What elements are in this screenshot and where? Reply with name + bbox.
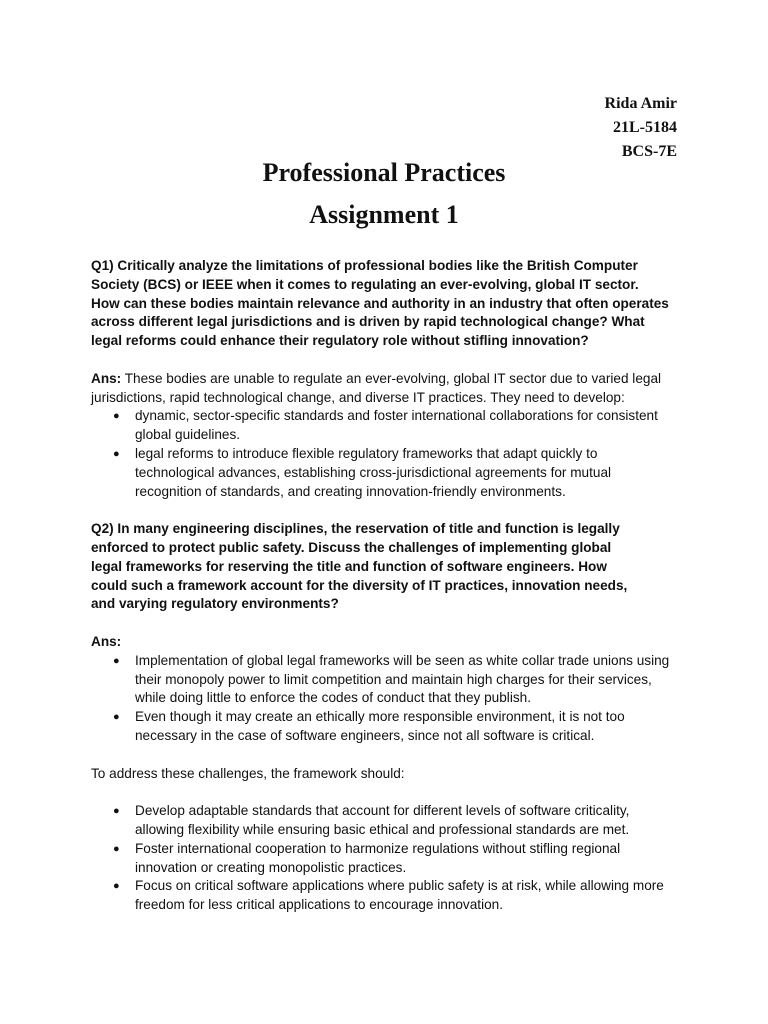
address-bullet-list: [91, 802, 691, 915]
list-item-line: technological advances, establishing cross-jurisdictional agreements for mutual: [135, 464, 612, 480]
list-item: [91, 445, 691, 501]
list-item-line: dynamic, sector-specific standards and foster international collaborations for consistent: [135, 408, 658, 424]
answer-1-line: jurisdictions, rapid technological change, and diverse IT practices. They need to develop:: [91, 389, 625, 405]
list-item: [91, 877, 691, 915]
question-2: [91, 520, 691, 614]
bullet-icon: ●: [113, 410, 120, 423]
list-item-line: Foster international cooperation to harmonize regulations without stifling regional: [135, 840, 621, 856]
answer-1-line: [91, 370, 691, 389]
question-2-line: legal frameworks for reserving the title and function of software engineers. How: [91, 558, 607, 574]
question-1-line: across different legal jurisdictions and is driven by rapid technological change? What: [91, 314, 645, 330]
document-title: Professional Practices: [262, 158, 506, 187]
answer-1-text: These bodies are unable to regulate an ever-evolving, global IT sector due to varied legal: [121, 370, 662, 386]
list-item-line: recognition of standards, and creating innovation-friendly environments.: [135, 483, 566, 499]
answer-2-label: Ans:: [91, 633, 122, 649]
document-body: [91, 257, 691, 915]
question-2-line: and varying regulatory environments?: [91, 596, 339, 612]
list-item-line: Implementation of global legal frameworks will be seen as white collar trade unions using: [135, 652, 670, 668]
list-item: [91, 802, 691, 840]
answer-1-bullet-list: [91, 407, 691, 501]
answer-2: [91, 633, 691, 652]
list-item: [91, 652, 691, 708]
question-1-line: legal reforms could enhance their regulatory role without stifling innovation?: [91, 333, 589, 349]
author-roll-number: 21L-5184: [613, 119, 677, 136]
list-item-line: legal reforms to introduce flexible regulatory frameworks that adapt quickly to: [135, 445, 598, 461]
answer-1-label: Ans:: [91, 370, 122, 386]
list-item-line: while doing little to enforce the codes of conduct that they publish.: [135, 690, 531, 706]
list-item-line: necessary in the case of software engineers, since not all software is critical.: [135, 727, 595, 743]
list-item-line: global guidelines.: [135, 427, 241, 443]
list-item-line: Even though it may create an ethically more responsible environment, it is not too: [135, 709, 625, 725]
author-block: [605, 92, 677, 164]
question-1-line: Q1) Critically analyze the limitations of professional bodies like the British Computer: [91, 258, 638, 273]
bullet-icon: ●: [113, 842, 120, 855]
answer-2-bullet-list: [91, 652, 691, 746]
question-2-line: Q2) In many engineering disciplines, the reservation of title and function is legally: [91, 521, 620, 537]
address-intro: To address these challenges, the framework should:: [91, 765, 405, 781]
bullet-icon: ●: [113, 805, 120, 818]
author-name: Rida Amir: [604, 95, 677, 112]
bullet-icon: ●: [113, 654, 120, 667]
document-subtitle: Assignment 1: [309, 200, 459, 229]
question-1-line: Society (BCS) or IEEE when it comes to regulating an ever-evolving, global IT sector.: [91, 276, 639, 292]
bullet-icon: ●: [113, 880, 120, 893]
list-item-line: Develop adaptable standards that account for different levels of software criticality,: [135, 803, 630, 819]
list-item: [91, 407, 691, 445]
list-item-line: allowing flexibility while ensuring basic ethical and professional standards are met.: [135, 821, 630, 837]
list-item: [91, 840, 691, 878]
list-item-line: innovation or creating monopolistic practices.: [135, 859, 407, 875]
list-item-line: Focus on critical software applications where public safety is at risk, while allowing more: [135, 878, 664, 894]
list-item-line: their monopoly power to limit competition and maintain high charges for their services,: [135, 671, 652, 687]
question-1: [91, 257, 691, 351]
question-1-line: How can these bodies maintain relevance and authority in an industry that often operates: [91, 295, 669, 311]
author-section: BCS-7E: [621, 143, 677, 160]
question-2-line: enforced to protect public safety. Discuss the challenges of implementing global: [91, 539, 612, 555]
bullet-icon: ●: [113, 447, 120, 460]
list-item: [91, 708, 691, 746]
question-2-line: could such a framework account for the diversity of IT practices, innovation needs,: [91, 577, 628, 593]
answer-1: [91, 370, 691, 408]
list-item-line: freedom for less critical applications to encourage innovation.: [135, 897, 503, 913]
bullet-icon: ●: [113, 711, 120, 724]
